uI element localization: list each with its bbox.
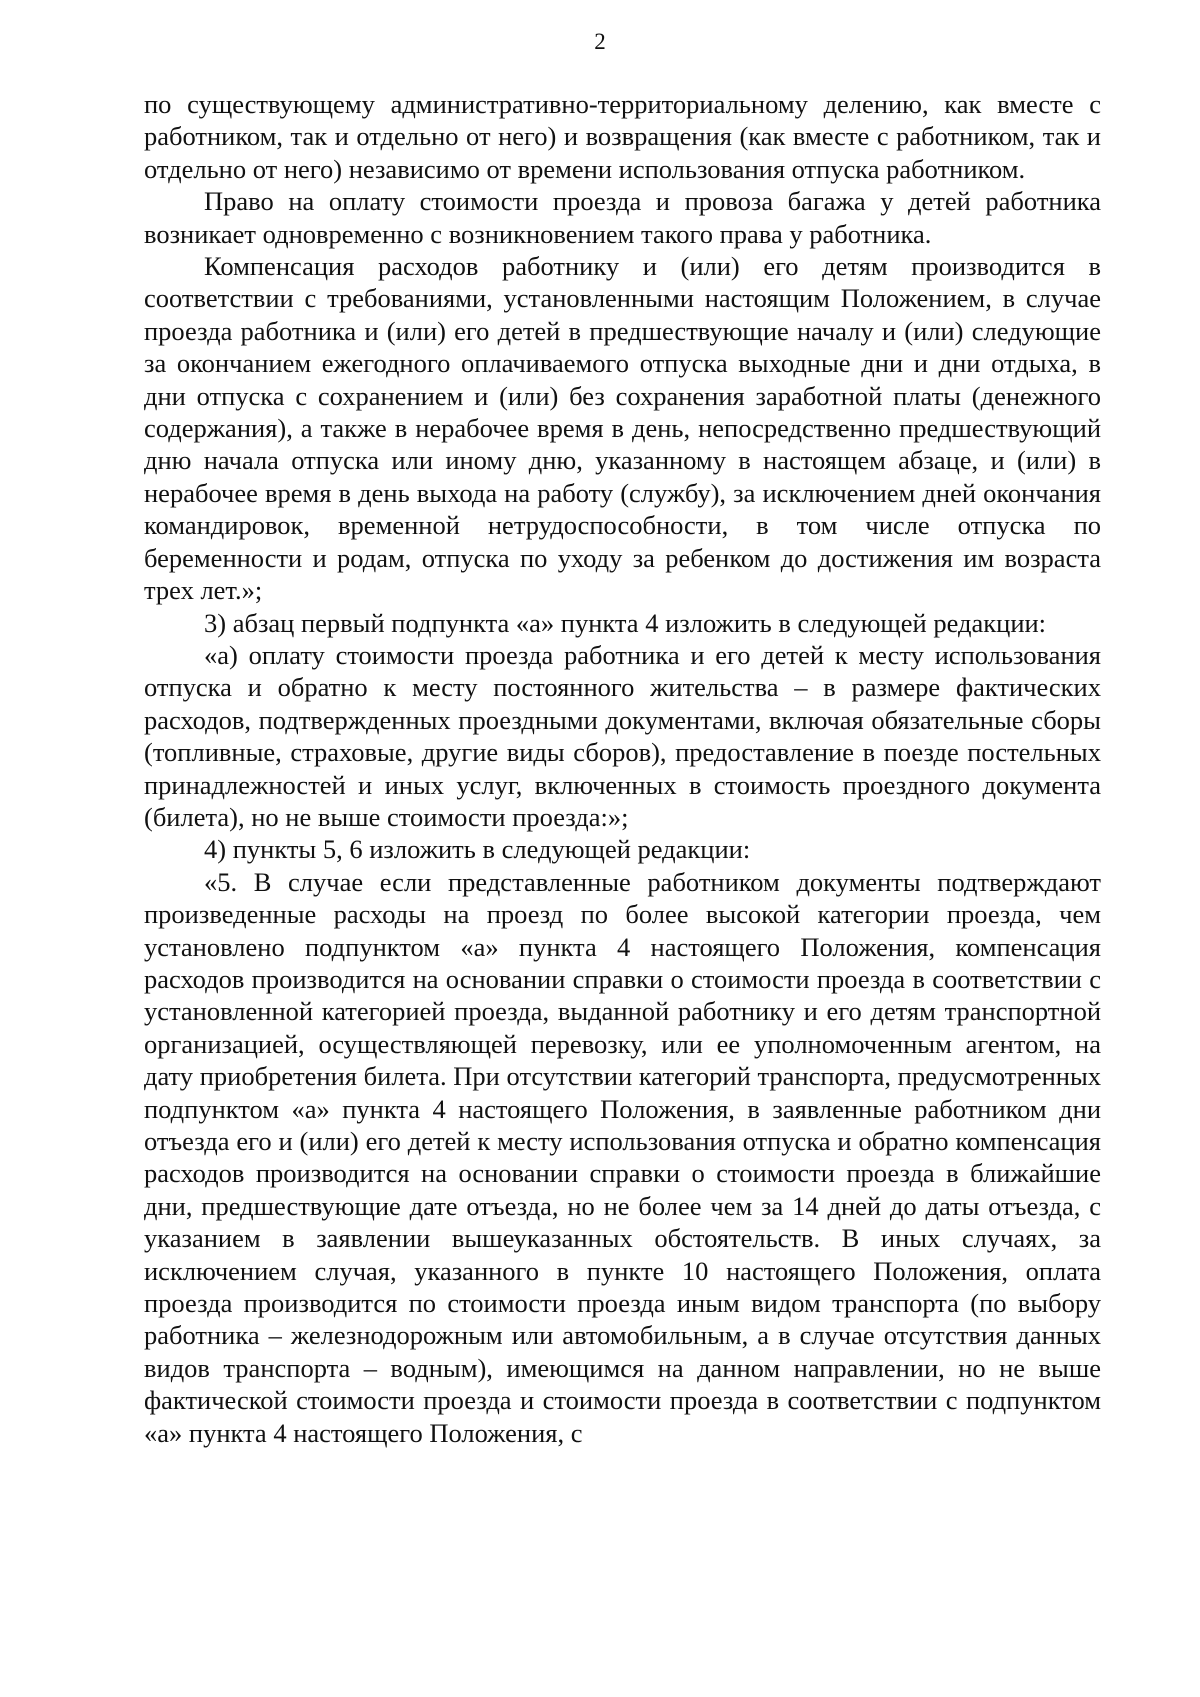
paragraph-continuation: по существующему административно-территориальному делению, как вместе с работником, так и отдельно от него) и возвращения (как вместе с работником, так и отдельно от него) независимо от времени использования отпуска работником. — [144, 89, 1101, 184]
paragraph-amendment-4: 4) пункты 5, 6 изложить в следующей редакции: — [204, 834, 751, 865]
page-number: 2 — [594, 29, 606, 54]
paragraph-item-5: «5. В случае если представленные работником документы подтверждают произведенные расходы на проезд по более высокой категории проезда, чем установлено подпунктом «а» пункта 4 настоящего Положения, компенсация расходов производится на основании справки о стоимости проезда в соответствии с установленной категорией проезда, выданной работнику и его детям транспортной организацией, осуществляющей перевозку, или ее уполномоченным агентом, на дату приобретения билета. При отсутствии категорий транспорта, предусмотренных подпунктом «а» пункта 4 настоящего Положения, в заявленные работником дни отъезда его и (или) его детей к месту использования отпуска и обратно компенсация расходов производится на основании справки о стоимости проезда в ближайшие дни, предшествующие дате отъезда, но не более чем за 14 дней до даты отъезда, с указанием в заявлении вышеуказанных обстоятельств. В иных случаях, за исключением случая, указанного в пункте 10 настоящего Положения, оплата проезда производится по стоимости проезда иным видом транспорта (по выбору работника – железнодорожным или автомобильным, а в случае отсутствия данных видов транспорта – водным), имеющимся на данном направлении, но не выше фактической стоимости проезда и стоимости проезда в соответствии с подпунктом «а» пункта 4 настоящего Положения, с — [144, 866, 1101, 1448]
paragraph-children-right: Право на оплату стоимости проезда и провоза багажа у детей работника возникает одновременно с возникновением такого права у работника. — [144, 186, 1101, 249]
paragraph-compensation-conditions: Компенсация расходов работнику и (или) его детям производится в соответствии с требованиями, установленными настоящим Положением, в случае проезда работника и (или) его детей в предшествующие началу и (или) следующие за окончанием ежегодного оплачиваемого отпуска выходные дни и дни отдыха, в дни отпуска с сохранением и (или) без сохранения заработной платы (денежного содержания), а также в нерабочее время в день, непосредственно предшествующий дню начала отпуска или иному дню, указанному в настоящем абзаце, и (или) в нерабочее время в день выхода на работу (службу), за исключением дней окончания командировок, временной нетрудоспособности, в том числе отпуска по беременности и родам, отпуска по уходу за ребенком до достижения им возраста трех лет.»; — [144, 251, 1101, 606]
document-body — [144, 88, 1101, 1449]
paragraph-amendment-3: 3) абзац первый подпункта «а» пункта 4 изложить в следующей редакции: — [204, 607, 1047, 638]
paragraph-subitem-a: «а) оплату стоимости проезда работника и его детей к месту использования отпуска и обратно к месту постоянного жительства – в размере фактических расходов, подтвержденных проездными документами, включая обязательные сборы (топливные, страховые, другие виды сборов), предоставление в поезде постельных принадлежностей и иных услуг, включенных в стоимость проездного документа (билета), но не выше стоимости проезда:»; — [144, 639, 1101, 832]
